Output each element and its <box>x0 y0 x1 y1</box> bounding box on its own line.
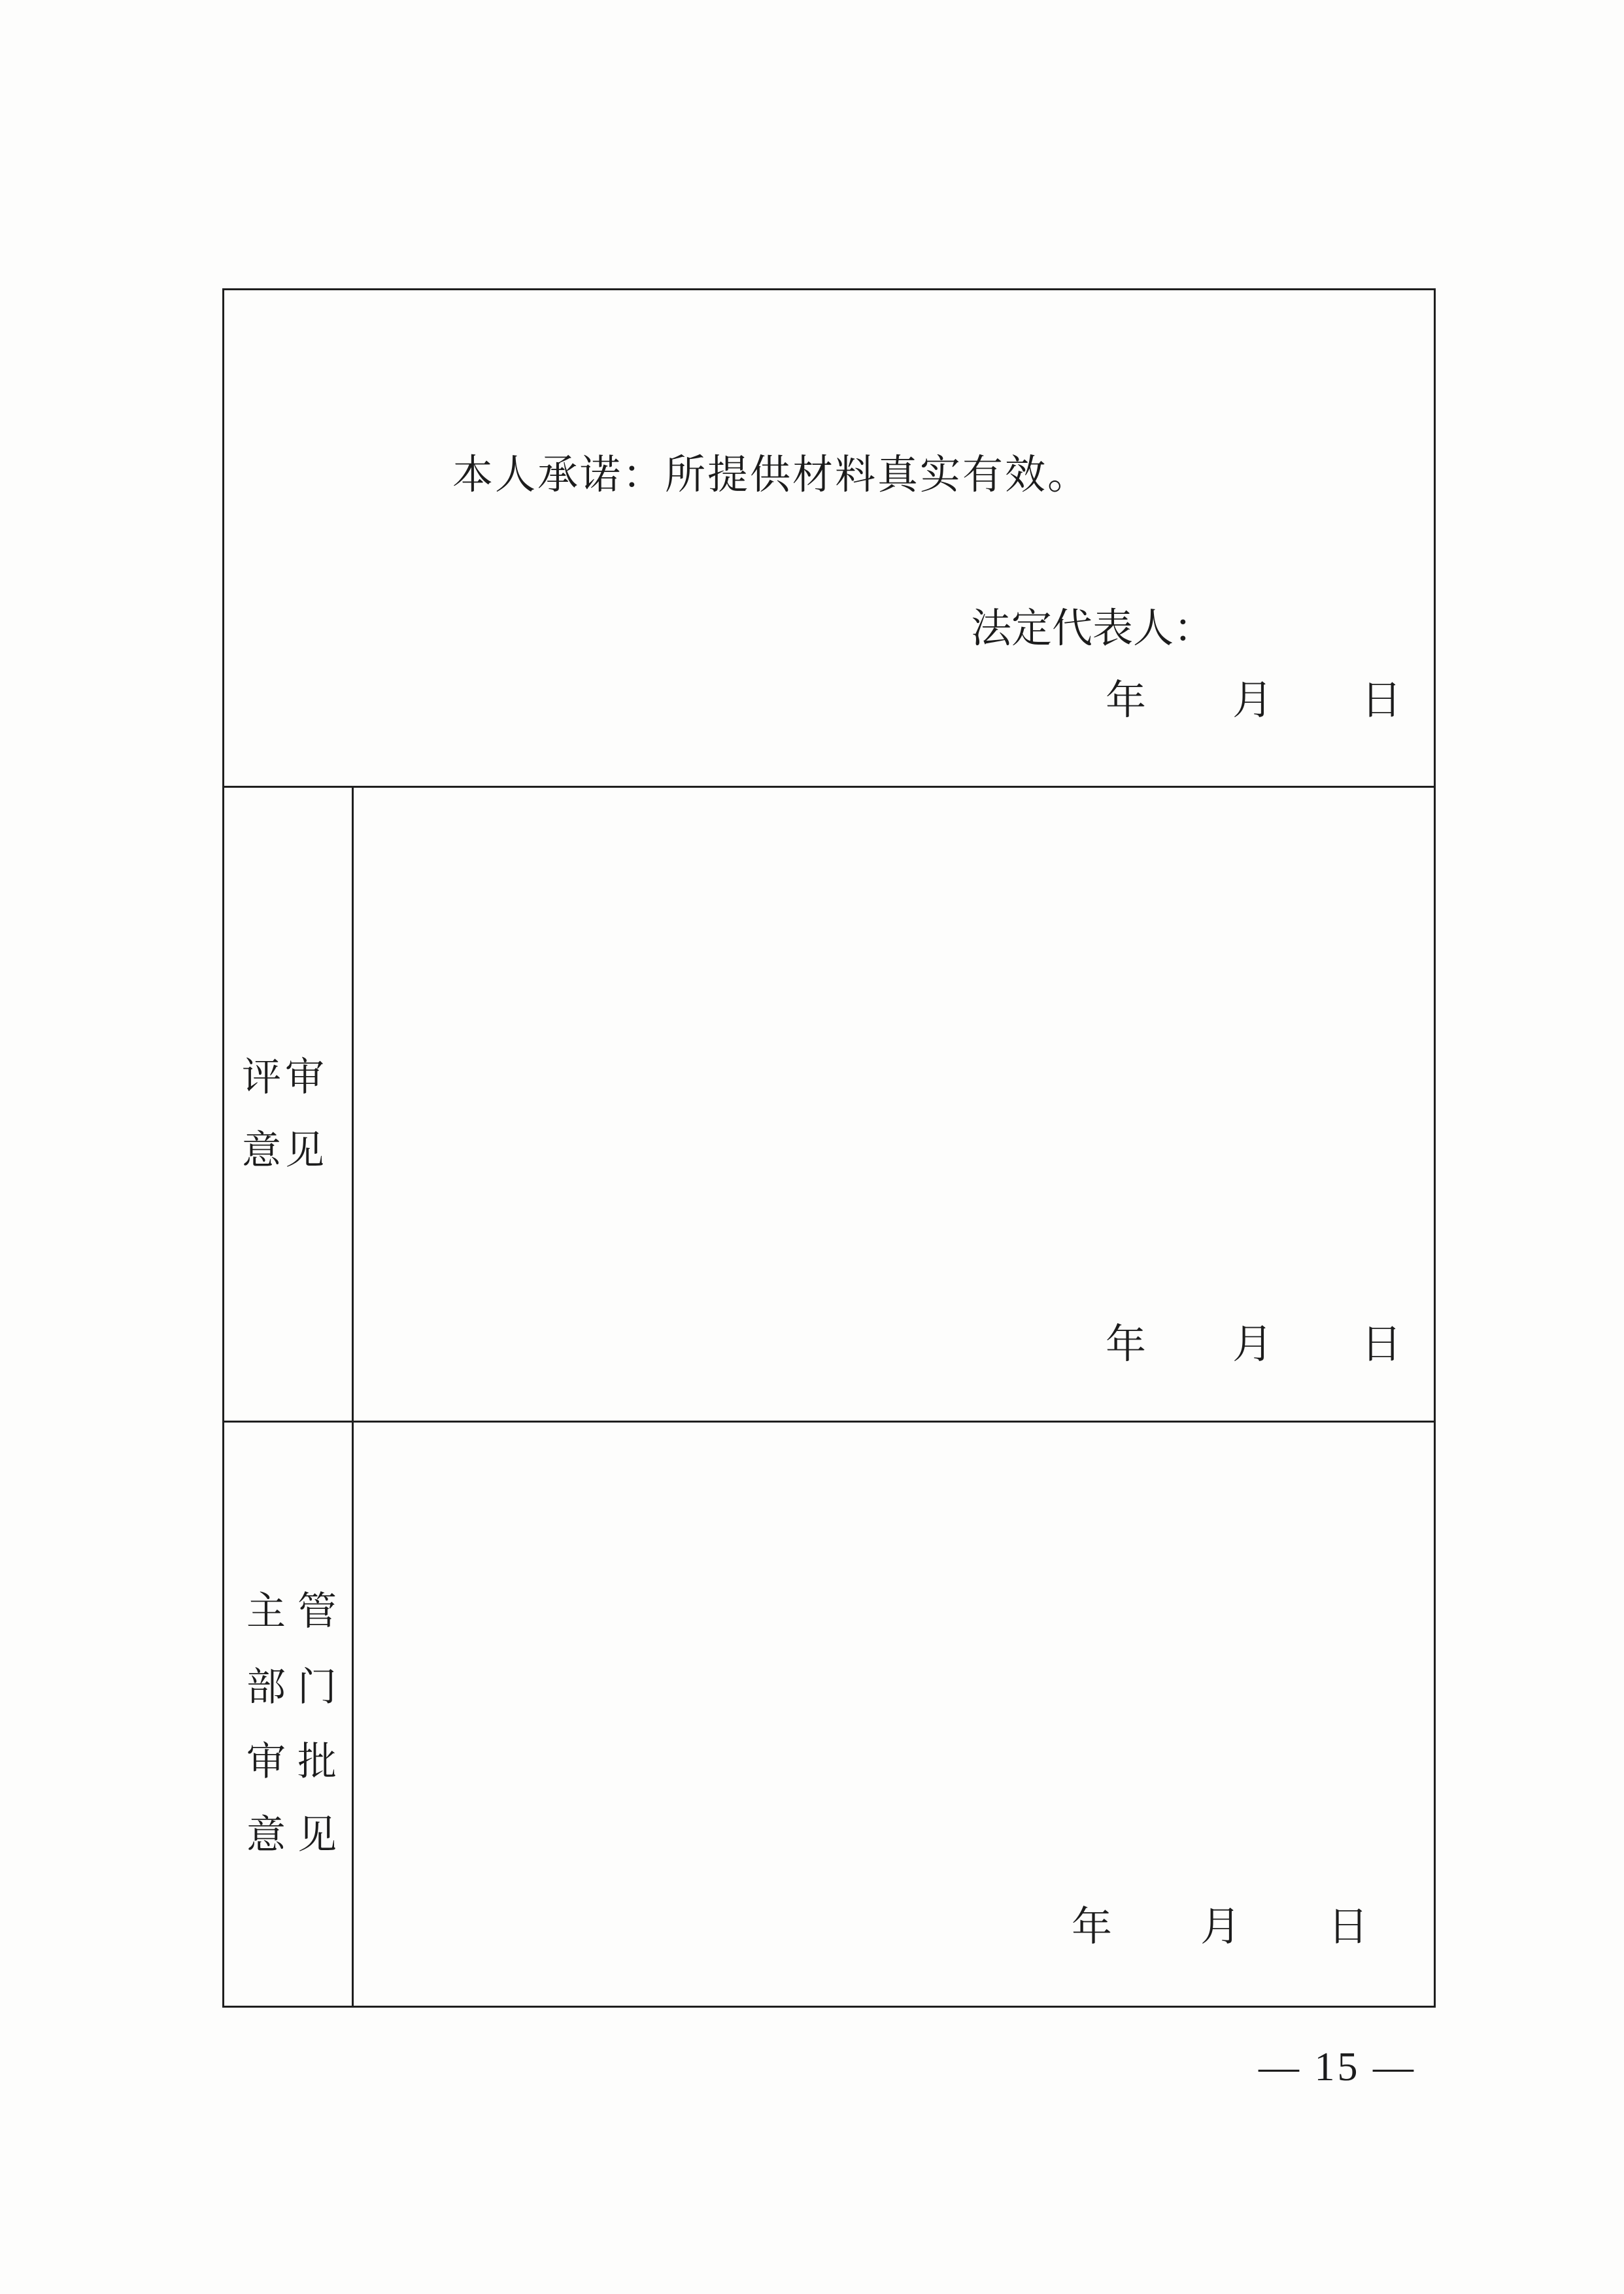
date-day-label: 日 <box>1361 676 1402 724</box>
department-approval-label-line: 主管 <box>246 1589 348 1634</box>
review-opinion-label <box>224 788 354 1421</box>
approval-form-table <box>222 288 1436 2008</box>
department-approval-row <box>224 1423 1434 2008</box>
review-opinion-content <box>354 788 1434 1421</box>
date-month-label: 月 <box>1232 1320 1274 1368</box>
department-approval-content <box>354 1423 1434 2008</box>
date-day-label: 日 <box>1328 1902 1369 1950</box>
review-opinion-row <box>224 788 1434 1423</box>
department-approval-label-line: 审批 <box>246 1739 348 1785</box>
date-year-label: 年 <box>1106 1320 1147 1368</box>
commitment-statement: 本人承诺：所提供材料真实有效。 <box>452 450 1091 498</box>
date-year-label: 年 <box>1106 676 1147 724</box>
department-approval-label-line: 部门 <box>246 1664 348 1710</box>
date-year-label: 年 <box>1072 1902 1113 1950</box>
date-month-label: 月 <box>1232 676 1274 724</box>
commitment-cell <box>224 290 1434 788</box>
legal-representative-label: 法定代表人： <box>971 604 1215 652</box>
review-opinion-label-line: 意见 <box>242 1128 328 1173</box>
department-approval-label-line: 意见 <box>246 1812 348 1858</box>
department-approval-label <box>224 1423 354 2008</box>
review-opinion-label-line: 评审 <box>242 1054 328 1100</box>
date-month-label: 月 <box>1200 1902 1242 1950</box>
page-number: — 15 — <box>1259 2045 1416 2089</box>
date-day-label: 日 <box>1361 1320 1402 1368</box>
